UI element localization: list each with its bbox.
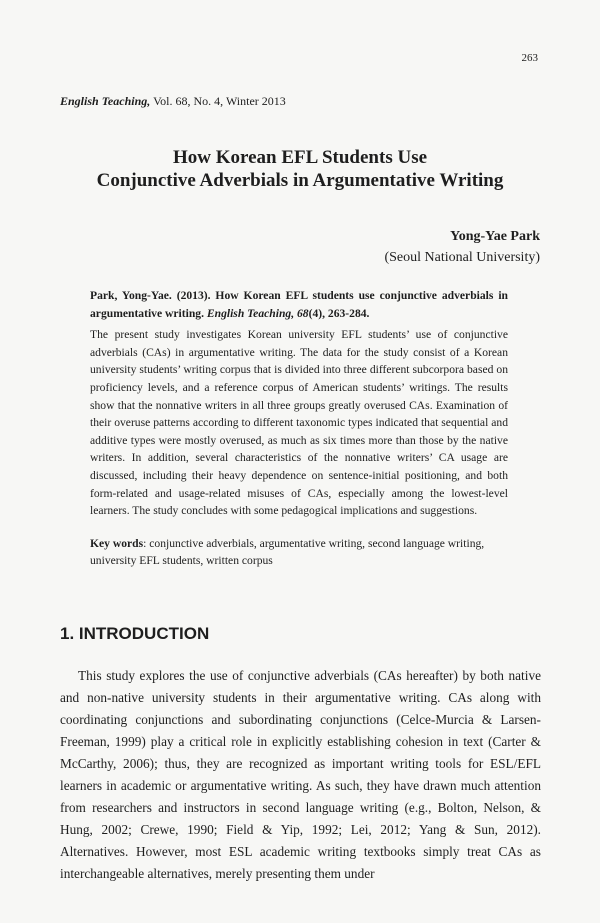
citation-journal: English Teaching, 68 bbox=[206, 306, 309, 320]
author-affiliation: (Seoul National University) bbox=[384, 250, 540, 265]
intro-paragraph: This study explores the use of conjunctive adverbials (CAs hereafter) by both native and non-native university students in their argumentative writing. CAs along with coordinating conjunctions and subordinating conjunctions (Celce-Murcia & Larsen-Freeman, 1999) play a critical role in explicitly establishing cohesion in text (Carter & McCarthy, 2006); thus, they are recognized as important writing tools for ESL/EFL learners in academic or argumentative writing. As such, they have drawn much attention from researchers and instructors in second language writing (e.g., Bolton, Nelson, & Hung, 2002; Crewe, 1990; Field & Yip, 1992; Lei, 2012; Yang & Sun, 2012). Alternatives. However, most ESL academic writing textbooks simply treat CAs as interchangeable alternatives, merely presenting them under bbox=[60, 668, 541, 881]
paper-title bbox=[40, 146, 560, 192]
citation-suffix: (4), 263-284. bbox=[308, 306, 370, 320]
abstract-body: The present study investigates Korean university EFL students’ use of conjunctive adverbials (CAs) in argumentative writing. The data for the study consist of a Korean university students’ writing corpus that is divided into three different subcorpora based on proficiency levels, and a reference corpus of American students’ writings. The results show that the nonnative writers in all three groups greatly overused CAs. Examination of their overuse patterns according to different taxonomic types indicated that sequential and additive types were mostly overused, as much as six times more than those by the native writers. In addition, several characteristics of the nonnative writers’ CA usage are discussed, including their heavy dependence on sentence-initial positioning, and both form-related and usage-related misuses of CAs, especially among the lowest-level learners. The study concludes with some pedagogical implications and suggestions. bbox=[90, 328, 508, 518]
citation bbox=[90, 287, 508, 322]
author-name: Yong-Yae Park bbox=[450, 229, 540, 244]
title-line-2: Conjunctive Adverbials in Argumentative Writing bbox=[96, 170, 504, 191]
journal-reference bbox=[60, 94, 286, 109]
keywords-label: Key words bbox=[90, 536, 144, 550]
keywords-list: : conjunctive adverbials, argumentative writing, second language writing, university EFL students, written corpus bbox=[90, 536, 485, 568]
title-line-1: How Korean EFL Students Use bbox=[172, 147, 428, 168]
journal-name: English Teaching, bbox=[60, 94, 151, 108]
abstract bbox=[90, 287, 508, 570]
keywords bbox=[90, 535, 508, 570]
citation-prefix: Park, Yong-Yae. (2013). How Korean EFL students use conjunctive adverbials in argumentative writing. bbox=[90, 289, 508, 320]
section-heading: 1. INTRODUCTION bbox=[60, 624, 210, 643]
journal-details: Vol. 68, No. 4, Winter 2013 bbox=[153, 94, 286, 108]
page-number: 263 bbox=[521, 52, 538, 64]
